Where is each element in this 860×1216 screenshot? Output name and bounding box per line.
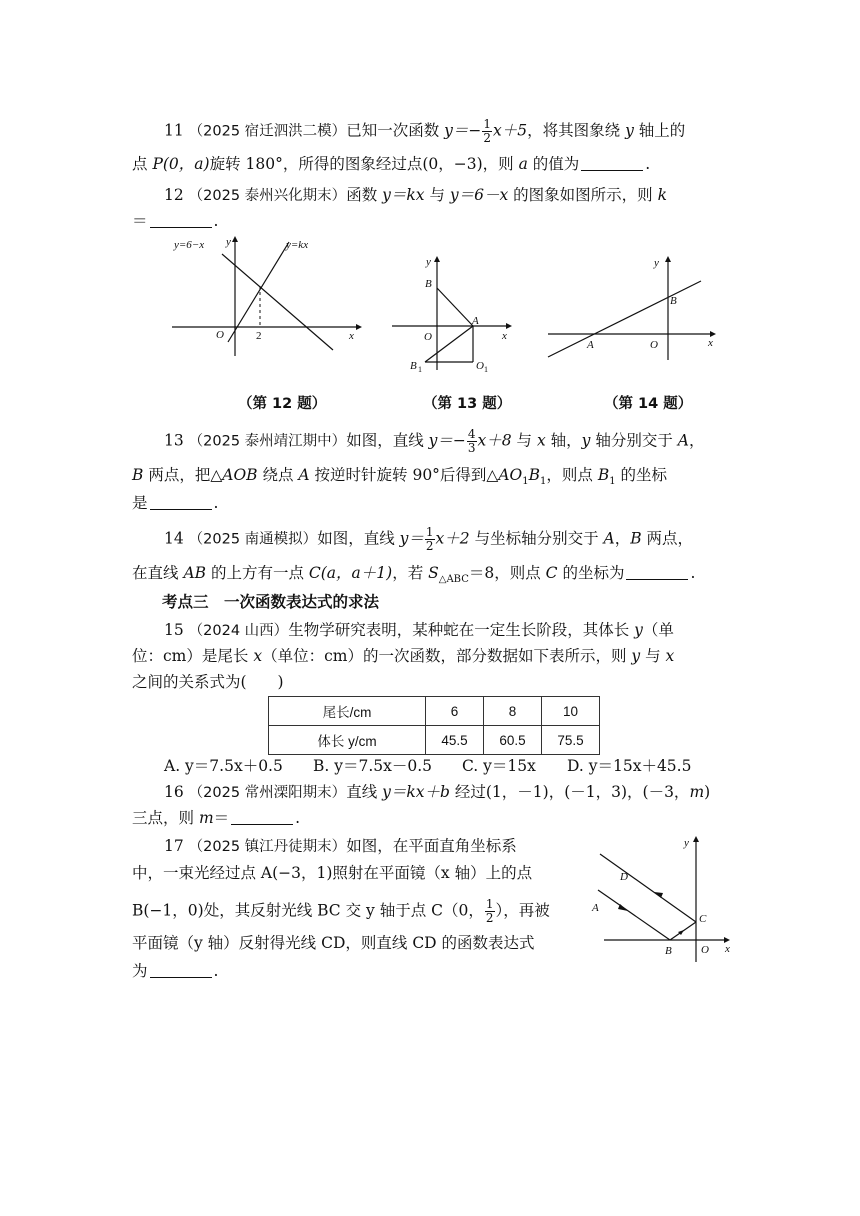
answer-blank[interactable] — [581, 156, 643, 171]
q15-line-1: 15 （2024 山西）生物学研究表明，某种蛇在一定生长阶段，其体长 y（单 — [164, 621, 674, 639]
q14-line-2: 在直线 AB 的上方有一点 C(a，a＋1)，若 $S_{\triangle ABC}=8$，则点 C 的坐标为 . — [132, 564, 696, 586]
q12-line-2: ＝ . — [132, 212, 219, 230]
option-a[interactable]: A. y＝7.5x＋0.5 — [164, 757, 283, 775]
q17-line-5: 为 . — [132, 962, 219, 980]
option-c[interactable]: C. y＝15x — [462, 757, 536, 775]
label-o: O — [216, 329, 224, 341]
y-axis-arrow — [665, 256, 671, 262]
label-o1: O — [476, 360, 484, 372]
answer-blank[interactable] — [150, 963, 212, 978]
label-o: O — [650, 339, 658, 351]
fraction: $\frac{4}{3}$ — [467, 427, 476, 455]
option-d[interactable]: D. y＝15x＋45.5 — [567, 757, 692, 775]
line-y-6-x — [222, 254, 333, 350]
table-header-body: 体长 y/cm — [269, 726, 426, 755]
x-axis-arrow — [506, 323, 512, 329]
caption-13: （第 13 题） — [423, 396, 512, 412]
x-axis-arrow — [356, 324, 362, 330]
table-cell: 6 — [426, 697, 484, 726]
q17-line-2: 中，一束光经过点 A(−3，1)照射在平面镜（x 轴）上的点 — [132, 864, 533, 882]
table-cell: 45.5 — [426, 726, 484, 755]
label-d: D — [620, 871, 628, 883]
q12-line-1: 12 （2025 泰州兴化期末）函数 y＝kx 与 y＝6－x 的图象如图所示，则 k — [164, 186, 668, 204]
segment-ab1 — [425, 326, 473, 362]
q11-line-2: 点 P(0，a)旋转 180°，所得的图象经过点(0，−3)，则 a 的值为 . — [132, 155, 651, 173]
label-a: A — [472, 315, 479, 327]
figure-13 — [388, 252, 518, 376]
ray-ab — [598, 890, 670, 940]
fraction: $\frac{1}{2}$ — [485, 897, 494, 925]
label-b1: B — [410, 360, 417, 372]
label-a: A — [592, 902, 599, 914]
table-cell: 10 — [542, 697, 600, 726]
table-row — [269, 697, 600, 726]
table-cell: 8 — [484, 697, 542, 726]
option-b[interactable]: B. y＝7.5x－0.5 — [313, 757, 433, 775]
q17-line-3: B(−1，0)处，其反射光线 BC 交 y 轴于点 C（0， $\frac{1}{2}$ ），再被 — [132, 897, 550, 925]
label-a: A — [587, 339, 594, 351]
y-axis-arrow — [693, 836, 699, 842]
q14-line-1: 14 （2025 南通模拟）如图，直线 y＝ $\frac{1}{2}$ x＋2 与坐标轴分别交于 A，B 两点， — [164, 525, 694, 553]
label-y: y — [426, 256, 431, 268]
q17-line-4: 平面镜（y 轴）反射得光线 CD，则直线 CD 的函数表达式 — [132, 934, 535, 952]
answer-blank[interactable] — [150, 213, 212, 228]
y-axis-arrow — [232, 236, 238, 242]
q11-line-1: 11 （2025 宿迁泗洪二模）已知一次函数 y＝− $\frac{1}{2}$ x＋5，将其图象绕 y 轴上的 — [164, 117, 686, 145]
q13-line-1: 13 （2025 泰州靖江期中）如图，直线 y＝− $\frac{4}{3}$ x＋8 与 x 轴，y 轴分别交于 A， — [164, 427, 705, 455]
label-2: 2 — [256, 330, 262, 342]
y-axis-arrow — [434, 256, 440, 262]
answer-blank[interactable] — [231, 810, 293, 825]
label-x: x — [349, 330, 354, 342]
label-y: y — [654, 257, 659, 269]
data-table — [268, 696, 600, 755]
fraction: $\frac{1}{2}$ — [483, 117, 492, 145]
line-ab — [548, 281, 701, 357]
fraction: $\frac{1}{2}$ — [425, 525, 434, 553]
answer-blank[interactable] — [626, 565, 688, 580]
svg-text:1: 1 — [418, 365, 422, 374]
segment-ab — [437, 288, 473, 326]
caption-12: （第 12 题） — [238, 396, 327, 412]
label-x: x — [708, 337, 713, 349]
table-header-tail: 尾长/cm — [269, 697, 426, 726]
answer-blank[interactable] — [150, 495, 212, 510]
label-b: B — [425, 278, 432, 290]
table-cell: 60.5 — [484, 726, 542, 755]
label-y: y — [226, 236, 231, 248]
label-o: O — [424, 331, 432, 343]
q15-line-2: 位：cm）是尾长 x（单位：cm）的一次函数，部分数据如下表所示，则 y 与 x — [132, 647, 675, 665]
q17-line-1: 17 （2025 镇江丹徒期末）如图，在平面直角坐标系 — [164, 837, 517, 855]
label-c: C — [699, 913, 707, 925]
q15-line-3: 之间的关系式为( ) — [132, 673, 284, 691]
q13-line-3: 是 . — [132, 494, 219, 512]
label-x: x — [725, 943, 730, 955]
figure-14 — [544, 252, 724, 364]
figure-17 — [584, 832, 744, 970]
q13-line-2: B 两点，把△AOB 绕点 A 按逆时针旋转 90°后得到$\triangle AO_1B_1$，则点 $B_1$ 的坐标 — [132, 466, 668, 488]
ray-cd — [600, 854, 696, 922]
label-b: B — [670, 295, 677, 307]
svg-text:1: 1 — [484, 365, 488, 374]
table-cell: 75.5 — [542, 726, 600, 755]
label-b: B — [665, 945, 672, 957]
label-y: y — [684, 837, 689, 849]
figure-12 — [168, 232, 368, 360]
table-row — [269, 726, 600, 755]
q16-line-1: 16 （2025 常州溧阳期末）直线 y＝kx＋b 经过(1，－1)，(－1，3)，(－3，m) — [164, 783, 711, 801]
q16-line-2: 三点，则 m＝ . — [132, 809, 301, 827]
label-y-kx: y=kx — [286, 239, 309, 251]
label-x: x — [502, 330, 507, 342]
label-o: O — [701, 944, 709, 956]
label-y-6-x: y=6−x — [174, 239, 205, 251]
section-title: 考点三 一次函数表达式的求法 — [162, 593, 380, 611]
caption-14: （第 14 题） — [604, 396, 693, 412]
